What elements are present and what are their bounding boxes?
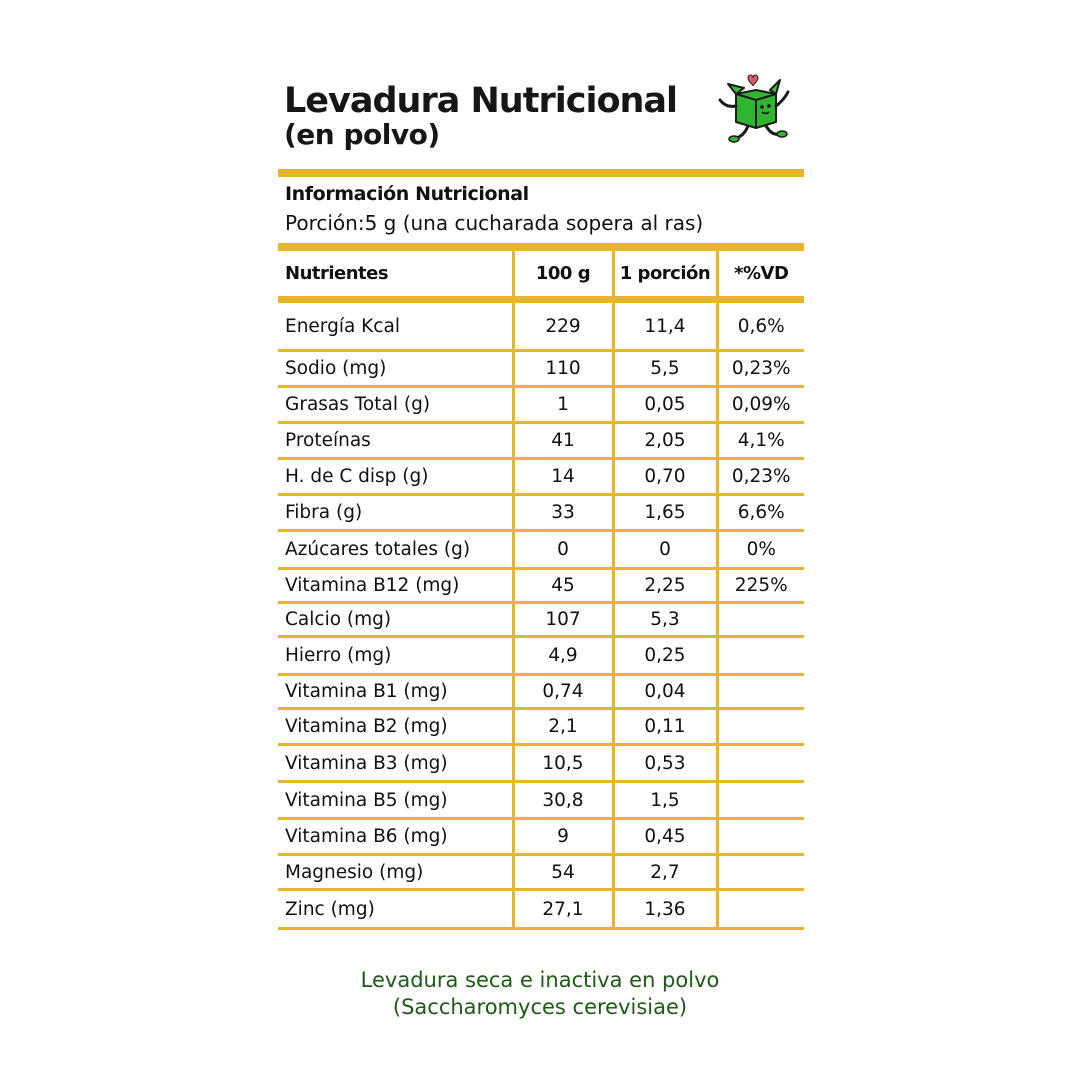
- green-cube-mascot-icon: [714, 72, 796, 150]
- per-serving-cell: 1,65: [613, 495, 717, 531]
- per-serving-cell: 2,05: [613, 423, 717, 459]
- nutrient-name-cell: Hierro (mg): [278, 637, 513, 675]
- table-row: [278, 855, 804, 890]
- per-serving-cell: 0,11: [613, 709, 717, 745]
- per-100g-cell: 27,1: [513, 890, 613, 929]
- per-serving-cell: 11,4: [613, 300, 717, 351]
- column-header: 100 g: [513, 247, 613, 300]
- daily-value-cell: 6,6%: [717, 495, 804, 531]
- nutrient-name-cell: Vitamina B6 (mg): [278, 819, 513, 855]
- per-serving-cell: 5,3: [613, 603, 717, 637]
- per-100g-cell: 1: [513, 387, 613, 423]
- daily-value-cell: [717, 745, 804, 782]
- per-serving-cell: 2,7: [613, 855, 717, 890]
- product-subtitle: (en polvo): [284, 118, 440, 151]
- per-100g-cell: 2,1: [513, 709, 613, 745]
- daily-value-cell: 0,23%: [717, 459, 804, 495]
- nutrient-name-cell: Zinc (mg): [278, 890, 513, 929]
- table-header-row: [278, 247, 804, 300]
- daily-value-cell: 225%: [717, 569, 804, 603]
- daily-value-cell: [717, 782, 804, 819]
- table-row: [278, 423, 804, 459]
- table-row: [278, 459, 804, 495]
- daily-value-cell: [717, 637, 804, 675]
- per-100g-cell: 41: [513, 423, 613, 459]
- per-100g-cell: 9: [513, 819, 613, 855]
- table-row: [278, 300, 804, 351]
- per-100g-cell: 0: [513, 531, 613, 569]
- per-serving-cell: 1,36: [613, 890, 717, 929]
- nutrient-name-cell: Energía Kcal: [278, 300, 513, 351]
- daily-value-cell: 0,6%: [717, 300, 804, 351]
- daily-value-cell: 4,1%: [717, 423, 804, 459]
- nutrient-name-cell: Grasas Total (g): [278, 387, 513, 423]
- daily-value-cell: [717, 819, 804, 855]
- nutrient-name-cell: Vitamina B12 (mg): [278, 569, 513, 603]
- serving-size: Porción:5 g (una cucharada sopera al ras): [285, 211, 704, 235]
- nutrient-name-cell: Calcio (mg): [278, 603, 513, 637]
- nutrient-name-cell: H. de C disp (g): [278, 459, 513, 495]
- nutrient-name-cell: Proteínas: [278, 423, 513, 459]
- nutrient-name-cell: Vitamina B5 (mg): [278, 782, 513, 819]
- nutrient-name-cell: Vitamina B1 (mg): [278, 675, 513, 709]
- daily-value-cell: 0%: [717, 531, 804, 569]
- table-row: [278, 603, 804, 637]
- per-100g-cell: 14: [513, 459, 613, 495]
- per-100g-cell: 54: [513, 855, 613, 890]
- product-description: [240, 967, 840, 1021]
- per-serving-cell: 0,45: [613, 819, 717, 855]
- per-100g-cell: 229: [513, 300, 613, 351]
- description-line: Levadura seca e inactiva en polvo: [360, 968, 720, 992]
- nutrient-name-cell: Vitamina B2 (mg): [278, 709, 513, 745]
- per-100g-cell: 45: [513, 569, 613, 603]
- daily-value-cell: [717, 675, 804, 709]
- table-row: [278, 782, 804, 819]
- per-100g-cell: 0,74: [513, 675, 613, 709]
- nutrition-table: [278, 243, 804, 930]
- table-row: [278, 890, 804, 929]
- daily-value-cell: [717, 709, 804, 745]
- nutrient-name-cell: Fibra (g): [278, 495, 513, 531]
- per-100g-cell: 4,9: [513, 637, 613, 675]
- nutrient-name-cell: Vitamina B3 (mg): [278, 745, 513, 782]
- per-serving-cell: 0,05: [613, 387, 717, 423]
- daily-value-cell: [717, 890, 804, 929]
- table-row: [278, 675, 804, 709]
- per-100g-cell: 107: [513, 603, 613, 637]
- table-row: [278, 819, 804, 855]
- column-header: *%VD: [717, 247, 804, 300]
- table-row: [278, 495, 804, 531]
- per-serving-cell: 0,53: [613, 745, 717, 782]
- nutrient-name-cell: Azúcares totales (g): [278, 531, 513, 569]
- table-row: [278, 569, 804, 603]
- table-row: [278, 637, 804, 675]
- table-row: [278, 531, 804, 569]
- daily-value-cell: 0,23%: [717, 351, 804, 387]
- per-serving-cell: 2,25: [613, 569, 717, 603]
- column-header: Nutrientes: [278, 247, 513, 300]
- table-row: [278, 387, 804, 423]
- scientific-name: (Saccharomyces cerevisiae): [392, 995, 688, 1019]
- daily-value-cell: 0,09%: [717, 387, 804, 423]
- per-serving-cell: 5,5: [613, 351, 717, 387]
- daily-value-cell: [717, 603, 804, 637]
- per-serving-cell: 0,04: [613, 675, 717, 709]
- product-title: Levadura Nutricional: [284, 81, 678, 121]
- table-row: [278, 709, 804, 745]
- per-100g-cell: 30,8: [513, 782, 613, 819]
- nutrient-name-cell: Magnesio (mg): [278, 855, 513, 890]
- per-serving-cell: 0: [613, 531, 717, 569]
- table-row: [278, 351, 804, 387]
- per-100g-cell: 10,5: [513, 745, 613, 782]
- per-100g-cell: 33: [513, 495, 613, 531]
- column-header: 1 porción: [613, 247, 717, 300]
- info-title: Información Nutricional: [285, 183, 529, 205]
- table-row: [278, 745, 804, 782]
- per-serving-cell: 0,25: [613, 637, 717, 675]
- divider-bar-top: [278, 169, 804, 177]
- per-serving-cell: 0,70: [613, 459, 717, 495]
- daily-value-cell: [717, 855, 804, 890]
- per-100g-cell: 110: [513, 351, 613, 387]
- nutrient-name-cell: Sodio (mg): [278, 351, 513, 387]
- per-serving-cell: 1,5: [613, 782, 717, 819]
